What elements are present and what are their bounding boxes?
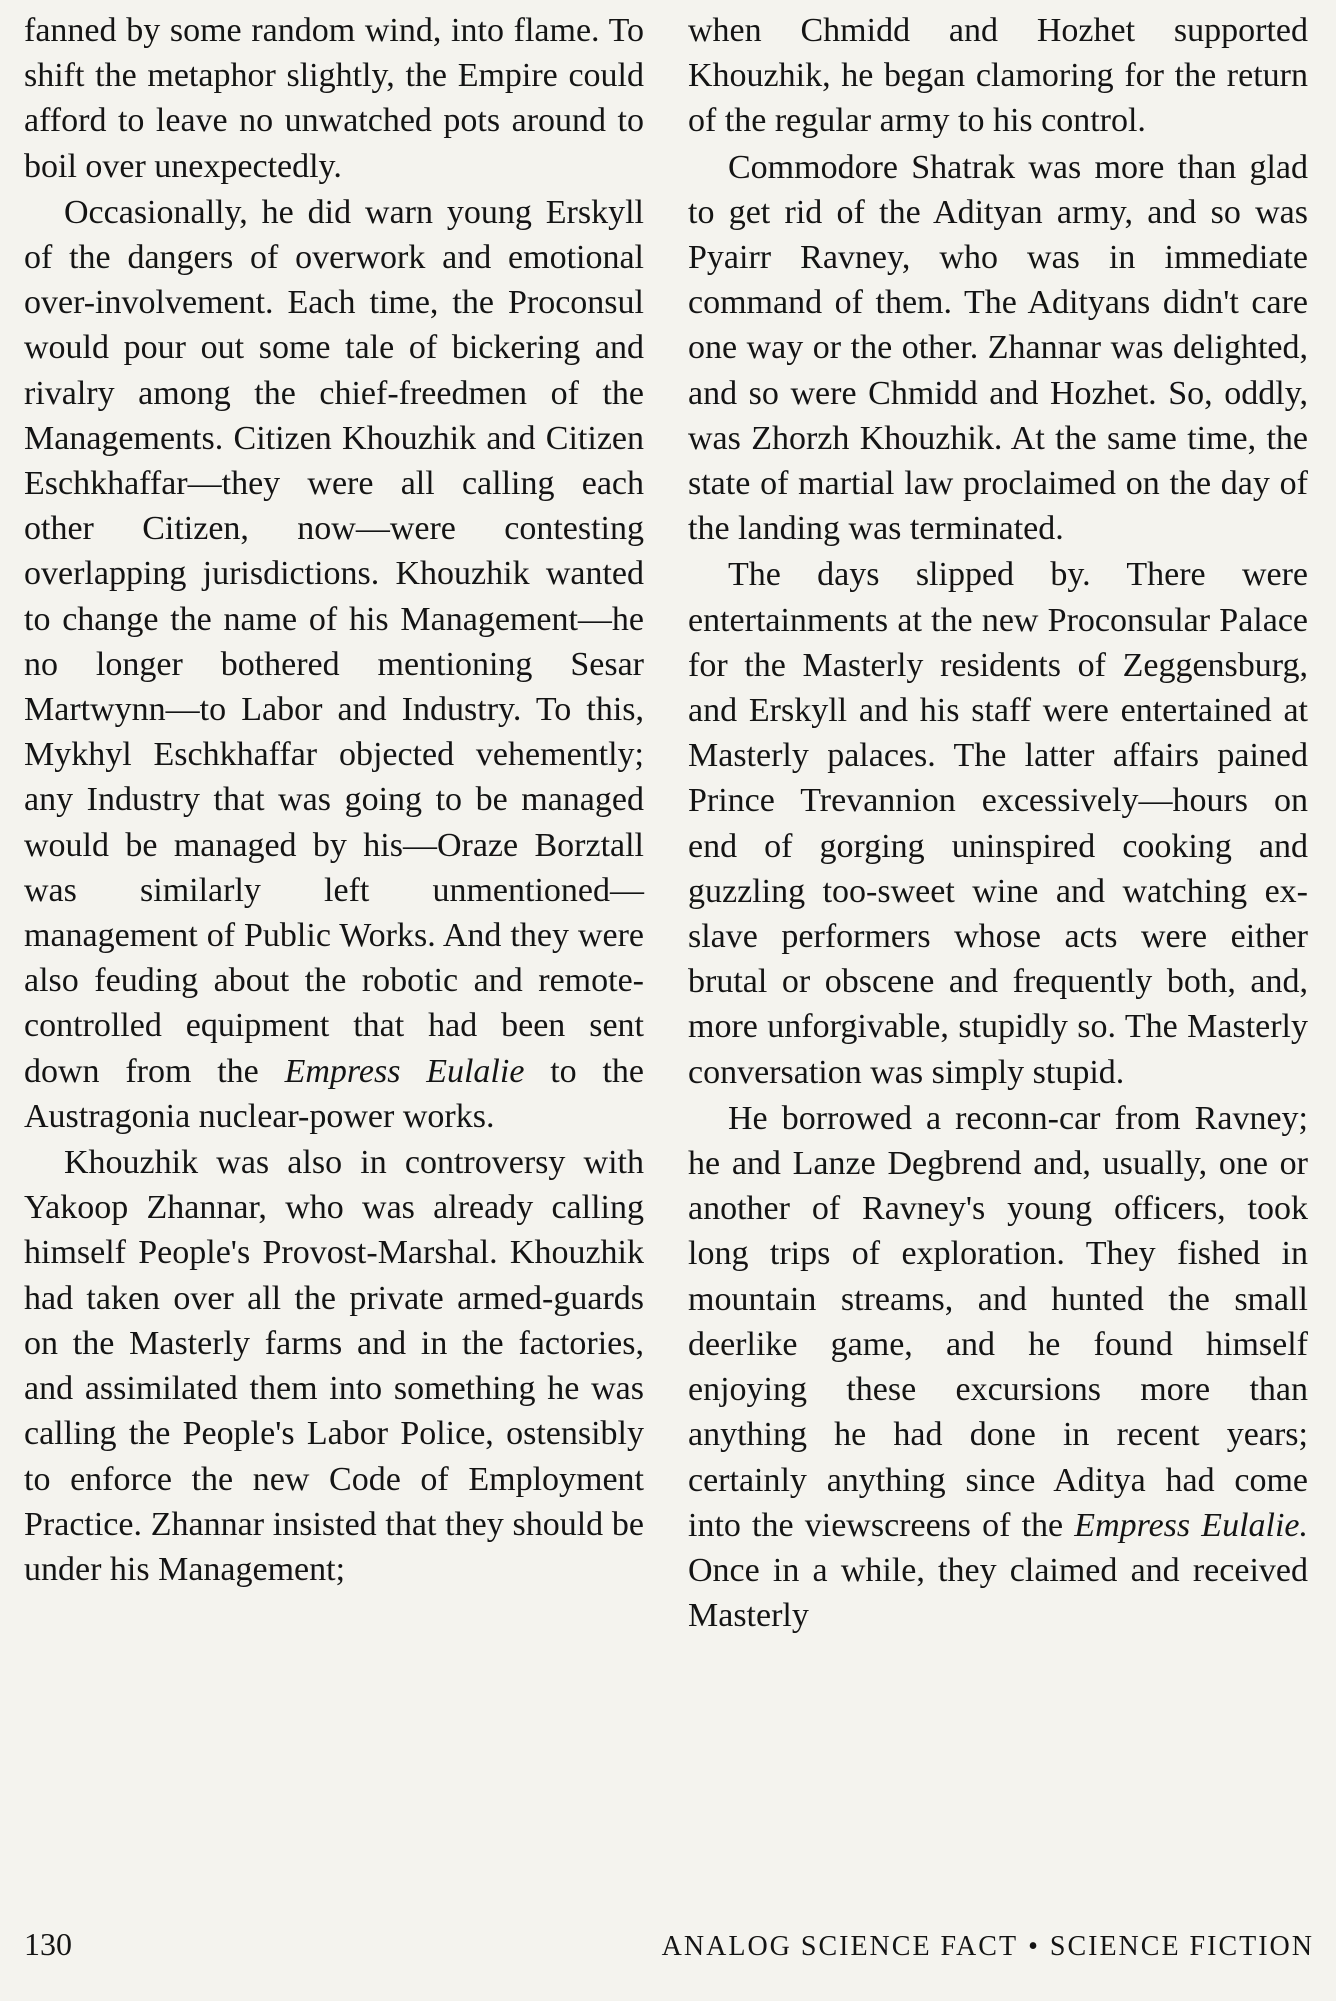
page-footer — [24, 1926, 1314, 1976]
paragraph: Commodore Shatrak was more than glad to get rid of the Adityan army, and so was Pyairr Ravney, who was in immediate command of them. The Adityans didn't care one way or the other. Zhannar was delighted, and so were Chmidd and Hozhet. So, oddly, was Zhorzh Khouzhik. At the same time, the state of martial law proclaimed on the day of the landing was terminated. — [688, 148, 1308, 548]
ship-name: Empress Eulalie. — [1074, 1506, 1309, 1544]
paragraph — [688, 1096, 1308, 1638]
paragraph-text: He borrowed a reconn-car from Ravney; he and Lanze Degbrend and, usually, one or another of Ravney's young officers, took long trips of exploration. They fished in mountain streams, and hunted the small deerlike game, and he found himself enjoying these excursions more than anything he had done in recent years; certainly anything since Aditya had come into the viewscreens of the — [688, 1099, 1308, 1544]
paragraph-text: to the Austragonia nuclear-power works. — [24, 1052, 644, 1135]
ship-name: Empress Eulalie — [284, 1052, 525, 1090]
page-number: 130 — [24, 1926, 72, 1962]
magazine-name-right: SCIENCE FICTION — [1049, 1931, 1314, 1962]
left-column — [24, 8, 644, 1593]
paragraph: when Chmidd and Hozhet supported Khouzhik, he began clamoring for the return of the regular army to his control. — [688, 12, 1308, 140]
paragraph: fanned by some random wind, into flame. To shift the metaphor slightly, the Empire could afford to leave no unwatched pots around to boil over unexpectedly. — [24, 12, 644, 185]
paragraph-text: Once in a while, they claimed and received Masterly — [688, 1551, 1308, 1635]
paragraph-text: Occasionally, he did warn young Erskyll of the dangers of overwork and emotional over-involvement. Each time, the Proconsul would pour out some tale of bickering and rivalry among the chief-freedmen of the Managements. Citizen Khouzhik and Citizen Eschkhaffar—they were all calling each other Citizen, now—were contesting overlapping jurisdictions. Khouzhik wanted to change the name of his Management—he no longer bothered mentioning Sesar Martwynn—to Labor and Industry. To this, Mykhyl Eschkhaffar objected vehemently; any Industry that was going to be managed would be managed by his—Oraze Borztall was similarly left unmentioned—management of Public Works. And they were also feuding about the robotic and remote-controlled equipment that had been sent down from the — [24, 193, 644, 1090]
paragraph: Khouzhik was also in controversy with Yakoop Zhannar, who was already calling himself People's Provost-Marshal. Khouzhik had taken over all the private armed-guards on the Masterly farms and in the factories, and assimilated them into something he was calling the People's Labor Police, ostensibly to enforce the new Code of Employment Practice. Zhannar insisted that they should be under his Management; — [24, 1144, 644, 1588]
running-footer — [662, 1931, 1314, 1963]
bullet-separator: • — [1028, 1931, 1040, 1962]
paragraph — [24, 190, 644, 1139]
right-column — [688, 8, 1308, 1639]
magazine-name-left: ANALOG SCIENCE FACT — [661, 1931, 1019, 1962]
paragraph: The days slipped by. There were entertainments at the new Proconsular Palace for the Masterly residents of Zeggensburg, and Erskyll and his staff were entertained at Masterly palaces. The latter affairs pained Prince Trevannion excessively—hours on end of gorging uninspired cooking and guzzling too-sweet wine and watching ex-slave performers whose acts were either brutal or obscene and frequently both, and, more unforgivable, stupidly so. The Masterly conversation was simply stupid. — [688, 556, 1308, 1091]
magazine-page — [24, 8, 1314, 1948]
